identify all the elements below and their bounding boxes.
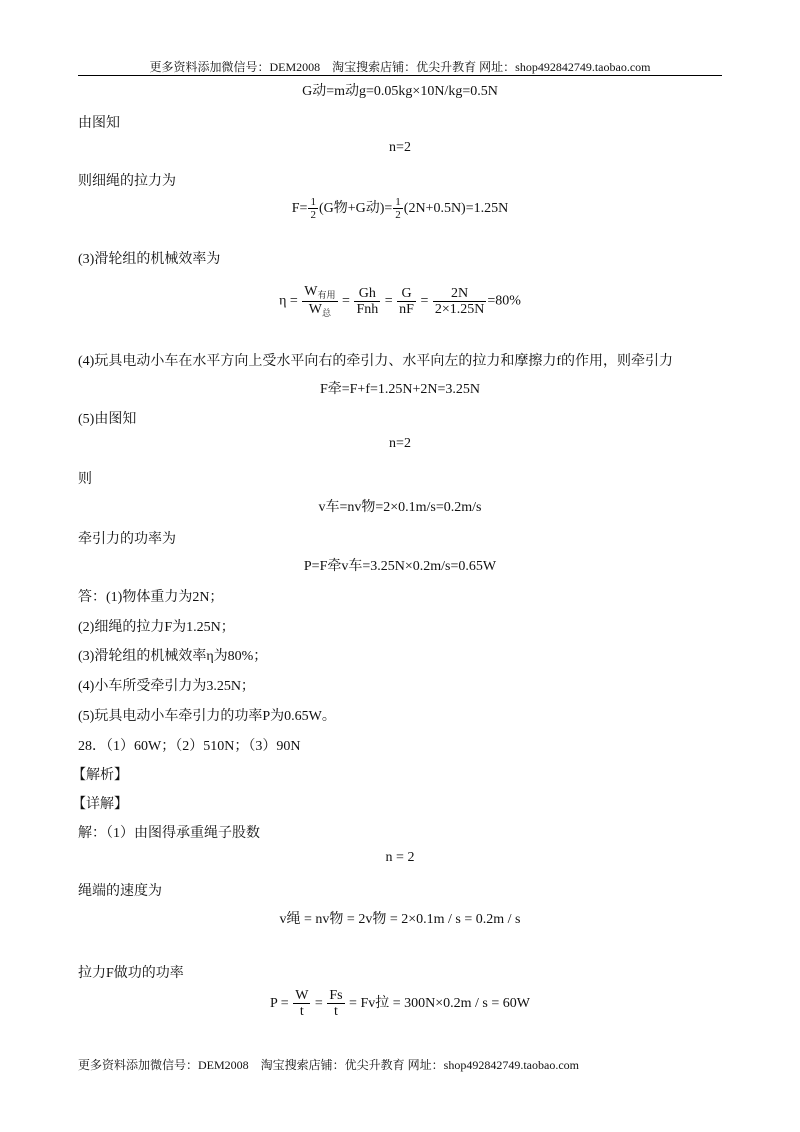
equation-n-3: n = 2 — [385, 850, 415, 865]
solution-step-1: 解：（1）由图得承重绳子股数 — [78, 826, 260, 841]
equation-efficiency: η = $\frac{W_{有用}}{W_总}$ = $\frac{Gh}{\text{Fnh}}$ = $\frac{G}{nF}$ = $\frac{2N}{2\times 1.25N}$ =80% — [279, 284, 521, 318]
equation-velocity-car: v车=nv物=2×0.1m/s=0.2m/s — [318, 500, 482, 515]
answer-3: (3)滑轮组的机械效率η为80%； — [78, 649, 268, 664]
text-rope-tension: 则细绳的拉力为 — [78, 174, 176, 189]
answer-4: (4)小车所受牵引力为3.25N； — [78, 679, 255, 694]
equation-n-2: n=2 — [389, 436, 411, 451]
answer-2: (2)细绳的拉力F为1.25N； — [78, 620, 235, 635]
text-from-figure-2: (5)由图知 — [78, 412, 137, 427]
page-header: 更多资料添加微信号：DEM2008 淘宝搜索店铺：优尖升教育 网址：shop492842749.taobao.com — [149, 60, 651, 74]
page-footer: 更多资料添加微信号：DEM2008 淘宝搜索店铺：优尖升教育 网址：shop492842749.taobao.com — [78, 1058, 579, 1072]
equation-n: n=2 — [389, 140, 411, 155]
header-rule — [78, 75, 722, 76]
answer-1: 答：(1)物体重力为2N； — [78, 590, 224, 605]
text-rope-speed: 绳端的速度为 — [78, 884, 162, 899]
text-from-figure: 由图知 — [78, 116, 120, 131]
equation-rope-speed: v绳 = nv物 = 2v物 = 2×0.1m / s = 0.2m / s — [279, 912, 521, 927]
question-28-answers: 28．（1）60W；（2）510N；（3）90N — [78, 739, 301, 754]
equation-pull-power: P = $\frac{W}{t}$ = $\frac{Fs}{t}$ = Fv拉 = 300N×0.2m / s = 60W — [270, 988, 530, 1020]
equation-gravity-pulley: G动=m动g=0.05kg×10N/kg=0.5N — [302, 84, 498, 99]
analysis-heading: 【解析】 — [72, 768, 128, 783]
text-traction-force: (4)玩具电动小车在水平方向上受水平向右的牵引力、水平向左的拉力和摩擦力f的作用，则牵引力 — [78, 354, 673, 369]
text-pull-power: 拉力F做功的功率 — [78, 966, 184, 981]
text-then: 则 — [78, 472, 92, 487]
equation-power: P=F牵v车=3.25N×0.2m/s=0.65W — [303, 559, 497, 574]
detail-heading: 【详解】 — [72, 797, 128, 812]
text-traction-power: 牵引力的功率为 — [78, 532, 176, 547]
equation-tension: F= $\frac{1}{2}$ (G物+G动)= $\frac{1}{2}$ (2N+0.5N)=1.25N — [291, 196, 509, 222]
text-efficiency: (3)滑轮组的机械效率为 — [78, 252, 221, 267]
equation-traction: F牵=F+f=1.25N+2N=3.25N — [319, 382, 481, 397]
answer-5: (5)玩具电动小车牵引力的功率P为0.65W。 — [78, 709, 336, 724]
